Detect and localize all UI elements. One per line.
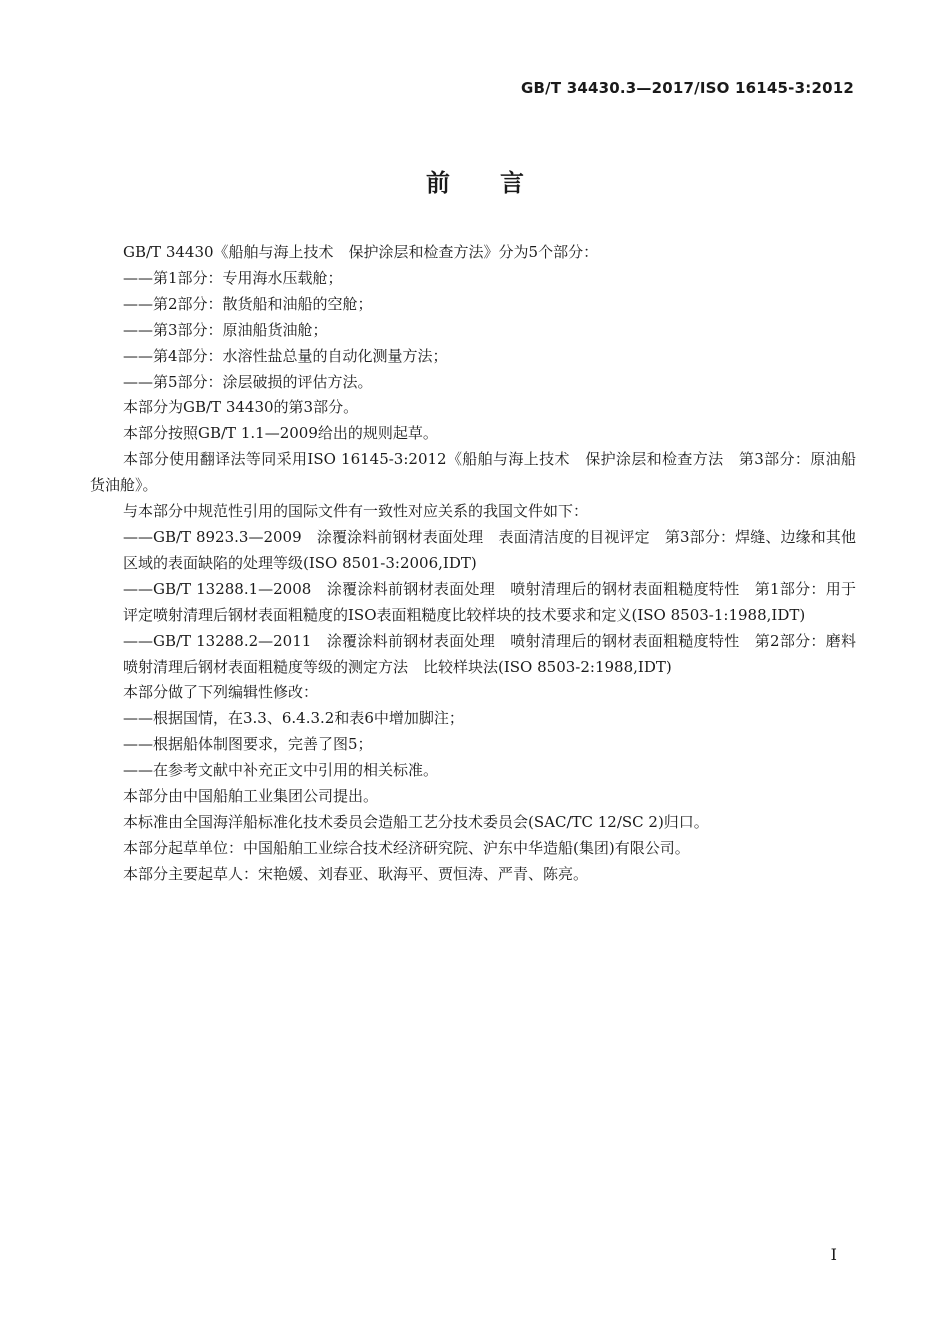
list-item: ——GB/T 13288.2—2011 涂覆涂料前钢材表面处理 喷射清理后的钢材表面粗糙度特性 第2部分：磨料喷射清理后钢材表面粗糙度等级的测定方法 比较样块法(ISO 8503-2:1988,IDT) xyxy=(123,631,856,676)
paragraph: 本部分主要起草人：宋艳媛、刘春亚、耿海平、贾恒涛、严青、陈亮。 xyxy=(123,864,589,883)
foreword-body xyxy=(90,240,856,888)
standard-code-header: GB/T 34430.3—2017/ISO 16145-3:2012 xyxy=(521,79,854,97)
paragraph: 本部分为GB/T 34430的第3部分。 xyxy=(123,398,359,417)
list-item: ——第4部分：水溶性盐总量的自动化测量方法； xyxy=(123,346,448,365)
list-item: ——GB/T 13288.1—2008 涂覆涂料前钢材表面处理 喷射清理后的钢材表面粗糙度特性 第1部分：用于评定喷射清理后钢材表面粗糙度的ISO表面粗糙度比较样块的技术要求和定义(ISO 8503-1:1988,IDT) xyxy=(123,579,856,624)
list-item: ——在参考文献中补充正文中引用的相关标准。 xyxy=(123,761,439,780)
page-number: I xyxy=(830,1245,837,1264)
paragraph: 本部分由中国船舶工业集团公司提出。 xyxy=(123,787,379,806)
list-item: ——第1部分：专用海水压载舱； xyxy=(123,268,343,287)
paragraph: 本部分做了下列编辑性修改： xyxy=(123,683,319,702)
list-item: ——第3部分：原油船货油舱； xyxy=(123,320,328,339)
list-item: ——根据国情，在3.3、6.4.3.2和表6中增加脚注； xyxy=(123,709,464,728)
paragraph: 本标准由全国海洋船标准化技术委员会造船工艺分技术委员会(SAC/TC 12/SC 2)归口。 xyxy=(123,812,709,831)
page-title: 前言 xyxy=(426,169,574,197)
paragraph: GB/T 34430《船舶与海上技术 保护涂层和检查方法》分为5个部分： xyxy=(123,243,599,261)
paragraph: 与本部分中规范性引用的国际文件有一致性对应关系的我国文件如下： xyxy=(123,502,589,521)
paragraph: 本部分按照GB/T 1.1—2009给出的规则起草。 xyxy=(123,424,438,443)
list-item: ——根据船体制图要求，完善了图5； xyxy=(123,735,373,754)
list-item: ——第2部分：散货船和油船的空舱； xyxy=(123,294,373,313)
paragraph: 本部分使用翻译法等同采用ISO 16145-3:2012《船舶与海上技术 保护涂层和检查方法 第3部分：原油船货油舱》。 xyxy=(90,450,856,495)
paragraph: 本部分起草单位：中国船舶工业综合技术经济研究院、沪东中华造船(集团)有限公司。 xyxy=(123,838,690,857)
list-item: ——GB/T 8923.3—2009 涂覆涂料前钢材表面处理 表面清洁度的目视评定 第3部分：焊缝、边缘和其他区域的表面缺陷的处理等级(ISO 8501-3:2006,IDT) xyxy=(123,527,856,572)
list-item: ——第5部分：涂层破损的评估方法。 xyxy=(123,372,373,391)
